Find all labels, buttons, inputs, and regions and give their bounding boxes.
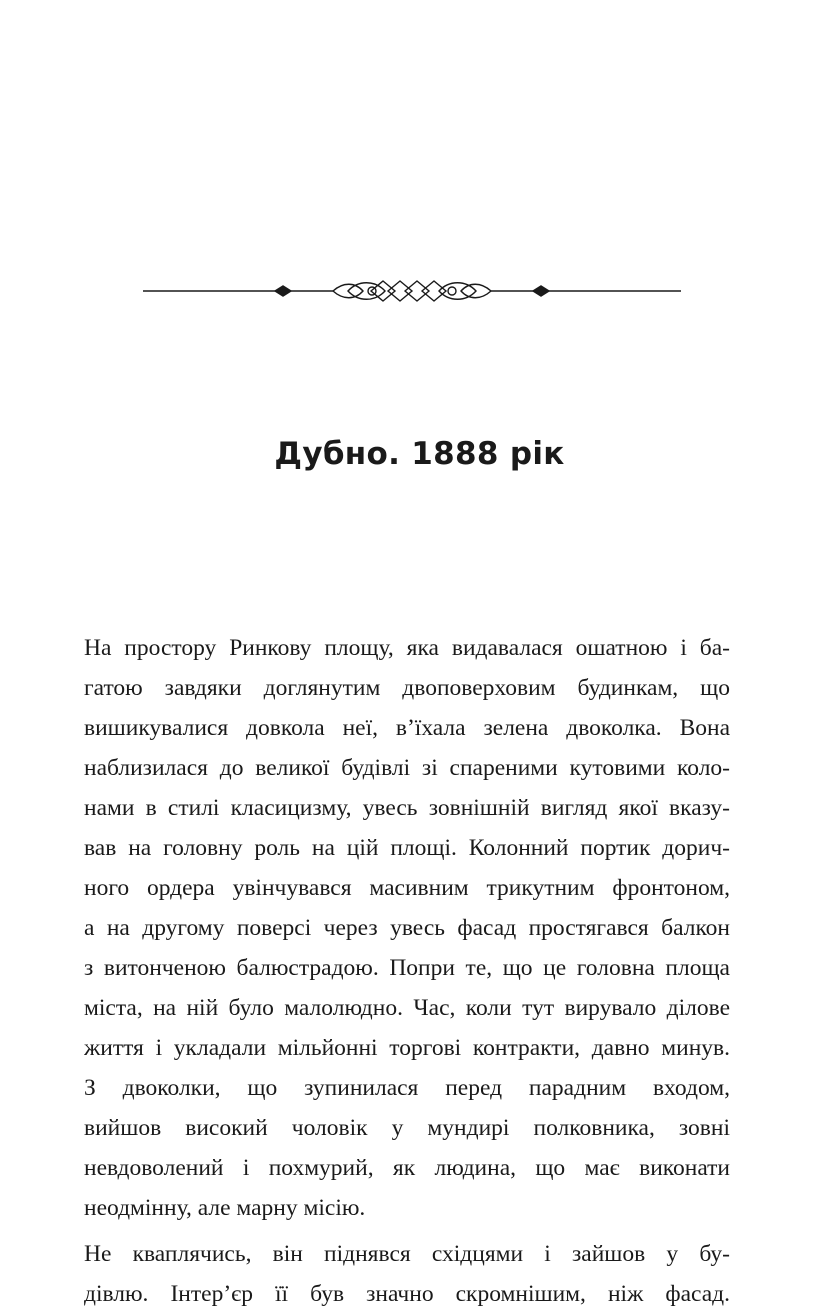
text-line: ного ордера увінчувався масивним трикутним фронтоном, xyxy=(84,875,730,901)
text-line: Не кваплячись, він піднявся східцями і зайшов у бу- xyxy=(84,1241,730,1267)
text-line: неодмінну, але марну місію. xyxy=(84,1195,366,1221)
text-line: вишикувалися довкола неї, в’їхала зелена двоколка. Вона xyxy=(84,715,730,741)
text-line: з витонченою балюстрадою. Попри те, що це головна площа xyxy=(84,955,730,981)
paragraph xyxy=(84,628,730,1068)
text-line: дівлю. Інтер’єр її був значно скромнішим, ніж фасад. xyxy=(84,1281,730,1307)
text-line: наблизилася до великої будівлі зі спареними кутовими коло- xyxy=(84,755,730,781)
paragraph xyxy=(84,1068,730,1228)
body-text xyxy=(84,628,730,1314)
text-line: невдоволений і похмурий, як людина, що має виконати xyxy=(84,1155,730,1181)
text-line: нами в стилі класицизму, увесь зовнішній вигляд якої вказу- xyxy=(84,795,730,821)
text-line: міста, на ній було малолюдно. Час, коли тут вирувало ділове xyxy=(84,995,730,1021)
text-line: З двоколки, що зупинилася перед парадним входом, xyxy=(84,1075,730,1101)
text-line: вийшов високий чоловік у мундирі полковника, зовні xyxy=(84,1115,730,1141)
chapter-title: Дубно. 1888 рік xyxy=(274,436,565,472)
text-line: На простору Ринкову площу, яка видавалася ошатною і ба- xyxy=(84,635,730,661)
decorative-ornament xyxy=(143,274,681,308)
text-line: а на другому поверсі через увесь фасад простягався балкон xyxy=(84,915,730,941)
text-line: життя і укладали мільйонні торгові контракти, давно минув. xyxy=(84,1035,730,1061)
text-line: гатою завдяки доглянутим двоповерховим будинкам, що xyxy=(84,675,730,701)
text-line: вав на головну роль на цій площі. Колонний портик дорич- xyxy=(84,835,730,861)
paragraph xyxy=(84,1234,730,1314)
